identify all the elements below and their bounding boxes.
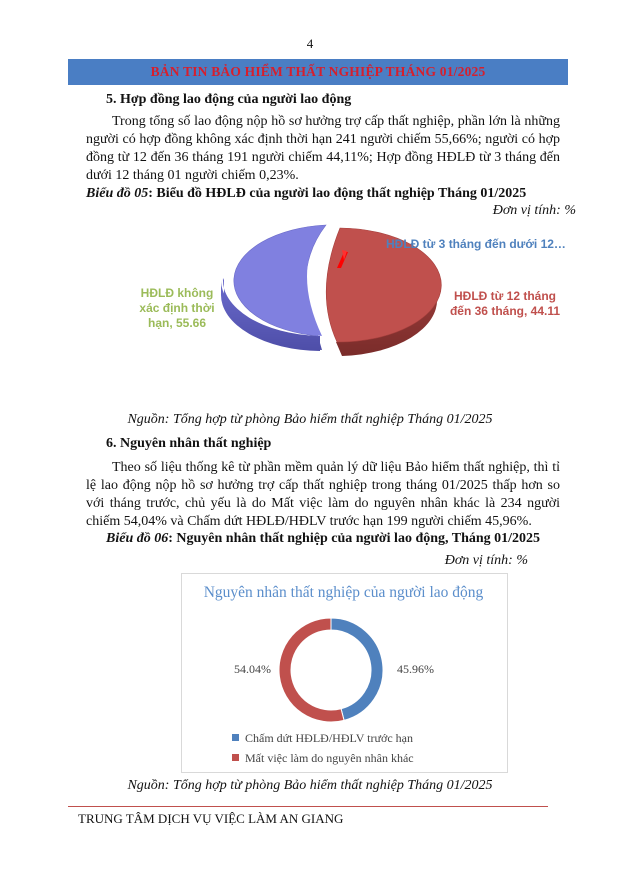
chart-05-caption-text: : Biểu đồ HĐLĐ của người lao động thất nghiệp Tháng 01/2025: [148, 186, 527, 201]
chart-05-label-indefinite: [122, 286, 232, 331]
section-5-paragraph-text: Trong tổng số lao động nộp hồ sơ hưởng trợ cấp thất nghiệp, phần lớn là những người có hợp đồng không xác định thời hạn 241 người chiếm 55,66%; người có hợp đồng từ 12 đến 36 tháng 191 người chiếm 44,11%; Hợp đồng HĐLĐ từ 3 tháng đến dưới 12 tháng 01 người chiếm 0,23%.: [86, 114, 560, 183]
legend-swatch-red: [232, 754, 239, 761]
newsletter-banner: BẢN TIN BẢO HIỂM THẤT NGHIỆP THÁNG 01/2025: [68, 59, 568, 85]
chart-05-unit: Đơn vị tính: %: [492, 203, 576, 218]
chart-06-caption: [106, 531, 540, 547]
chart-05-label-12-36: [440, 289, 570, 319]
chart-06-caption-text: : Nguyên nhân thất nghiệp của người lao động, Tháng 01/2025: [168, 531, 541, 546]
section-6-heading: 6. Nguyên nhân thất nghiệp: [106, 436, 272, 451]
section-5-paragraph: [86, 113, 560, 185]
chart-06-source: Nguồn: Tổng hợp từ phòng Bảo hiểm thất nghiệp Tháng 01/2025: [127, 778, 493, 793]
legend-swatch-blue: [232, 734, 239, 741]
chart-05-source: Nguồn: Tổng hợp từ phòng Bảo hiểm thất nghiệp Tháng 01/2025: [127, 412, 493, 427]
chart-06-data-label-blue: 45.96%: [397, 662, 434, 676]
chart-06-data-label-red: 54.04%: [234, 662, 271, 676]
chart-05-label-3-12: HĐLĐ từ 3 tháng đến dưới 12…: [386, 237, 566, 251]
legend-label-1: Chấm dứt HĐLĐ/HĐLV trước hạn: [245, 731, 414, 745]
chart-05-label-indefinite-line2: xác định thời: [139, 301, 215, 315]
chart-06-legend-item-1: [232, 731, 413, 746]
chart-06-legend-item-2: [232, 751, 414, 766]
footer-text: TRUNG TÂM DỊCH VỤ VIỆC LÀM AN GIANG: [78, 811, 344, 826]
doughnut-slice-1: [331, 618, 383, 720]
footer-divider: [68, 806, 548, 807]
chart-06-caption-prefix: Biểu đồ 06: [106, 531, 169, 546]
chart-05-label-12-36-line2: đến 36 tháng, 44.11: [449, 304, 561, 318]
doughnut-slice-2: [279, 618, 344, 722]
chart-05-label-indefinite-line3: hạn, 55.66: [147, 316, 207, 330]
chart-05-label-12-36-line1: HĐLĐ từ 12 tháng: [453, 289, 557, 303]
chart-05-caption-prefix: Biểu đồ 05: [86, 186, 149, 201]
chart-06-doughnut: [276, 615, 386, 725]
chart-05-caption: [86, 186, 526, 202]
section-6-paragraph: [86, 459, 560, 531]
chart-06-title: Nguyên nhân thất nghiệp của người lao động: [203, 584, 484, 601]
chart-05-label-indefinite-line1: HĐLĐ không: [140, 286, 214, 300]
legend-label-2: Mất việc làm do nguyên nhân khác: [245, 751, 414, 765]
page-number: 4: [306, 36, 314, 51]
section-6-paragraph-text: Theo số liệu thống kê từ phần mềm quản lý dữ liệu Bảo hiểm thất nghiệp, thì tỉ lệ lao động nộp hồ sơ hưởng trợ cấp thất nghiệp trong tháng 01/2025 thấp hơn so với tháng trước, chủ yếu là do Mất việc làm do nguyên nhân khác là 234 người chiếm 54,04% và Chấm dứt HĐLĐ/HĐLV trước hạn 199 người chiếm 45,96%.: [86, 460, 560, 529]
section-5-heading: 5. Hợp đồng lao động của người lao động: [106, 92, 352, 107]
chart-06-unit: Đơn vị tính: %: [444, 553, 528, 568]
